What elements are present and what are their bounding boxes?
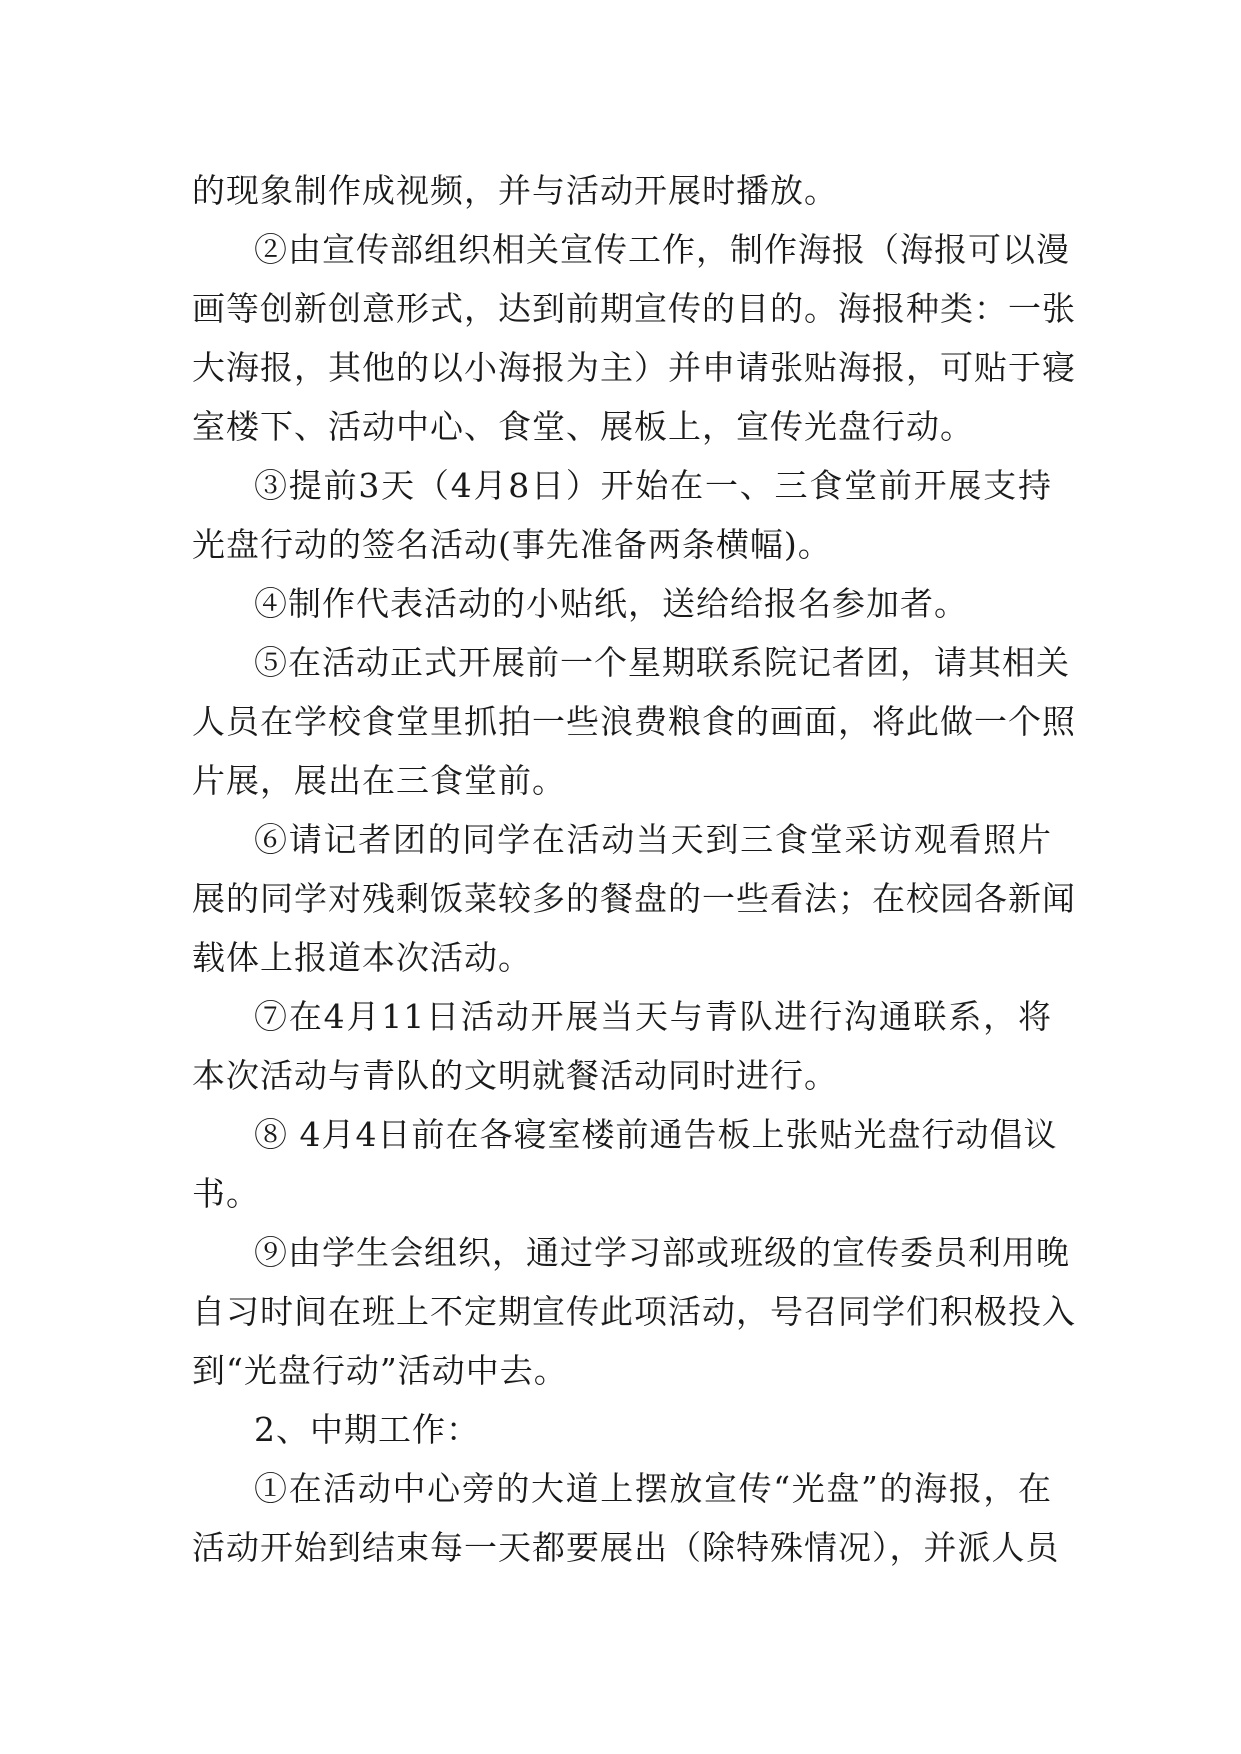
text-line: ⑤在活动正式开展前一个星期联系院记者团，请其相关 xyxy=(254,643,1070,682)
text-line: ⑧ 4月4日前在各寝室楼前通告板上张贴光盘行动倡议 xyxy=(254,1115,1058,1154)
text-line: 书。 xyxy=(192,1174,260,1213)
text-line: 展的同学对残剩饭菜较多的餐盘的一些看法；在校园各新闻 xyxy=(192,879,1076,918)
text-line: 室楼下、活动中心、食堂、展板上，宣传光盘行动。 xyxy=(192,407,974,446)
text-line: ②由宣传部组织相关宣传工作，制作海报（海报可以漫 xyxy=(254,230,1070,269)
text-line: 人员在学校食堂里抓拍一些浪费粮食的画面，将此做一个照 xyxy=(192,702,1076,741)
text-line: 片展，展出在三食堂前。 xyxy=(192,761,566,800)
text-line: ⑦在4月11日活动开展当天与青队进行沟通联系，将 xyxy=(254,997,1052,1036)
text-line: 光盘行动的签名活动(事先准备两条横幅)。 xyxy=(192,525,832,564)
text-line: 本次活动与青队的文明就餐活动同时进行。 xyxy=(192,1056,838,1095)
text-line: ⑥请记者团的同学在活动当天到三食堂采访观看照片 xyxy=(254,820,1052,859)
text-line: 载体上报道本次活动。 xyxy=(192,938,532,977)
text-line: ①在活动中心旁的大道上摆放宣传“光盘”的海报，在 xyxy=(254,1469,1052,1508)
text-line: 自习时间在班上不定期宣传此项活动，号召同学们积极投入 xyxy=(192,1292,1076,1331)
section-heading: 2、中期工作： xyxy=(254,1410,480,1449)
text-line: ③提前3天（4月8日）开始在一、三食堂前开展支持 xyxy=(254,466,1052,505)
text-line: 大海报，其他的以小海报为主）并申请张贴海报，可贴于寝 xyxy=(192,348,1076,387)
text-line: 的现象制作成视频，并与活动开展时播放。 xyxy=(192,171,838,210)
text-line: ④制作代表活动的小贴纸，送给给报名参加者。 xyxy=(254,584,968,623)
text-line: 画等创新创意形式，达到前期宣传的目的。海报种类：一张 xyxy=(192,289,1076,328)
text-line: 到“光盘行动”活动中去。 xyxy=(192,1351,568,1390)
text-line: 活动开始到结束每一天都要展出（除特殊情况），并派人员 xyxy=(192,1528,1060,1567)
text-line: ⑨由学生会组织，通过学习部或班级的宣传委员利用晚 xyxy=(254,1233,1070,1272)
